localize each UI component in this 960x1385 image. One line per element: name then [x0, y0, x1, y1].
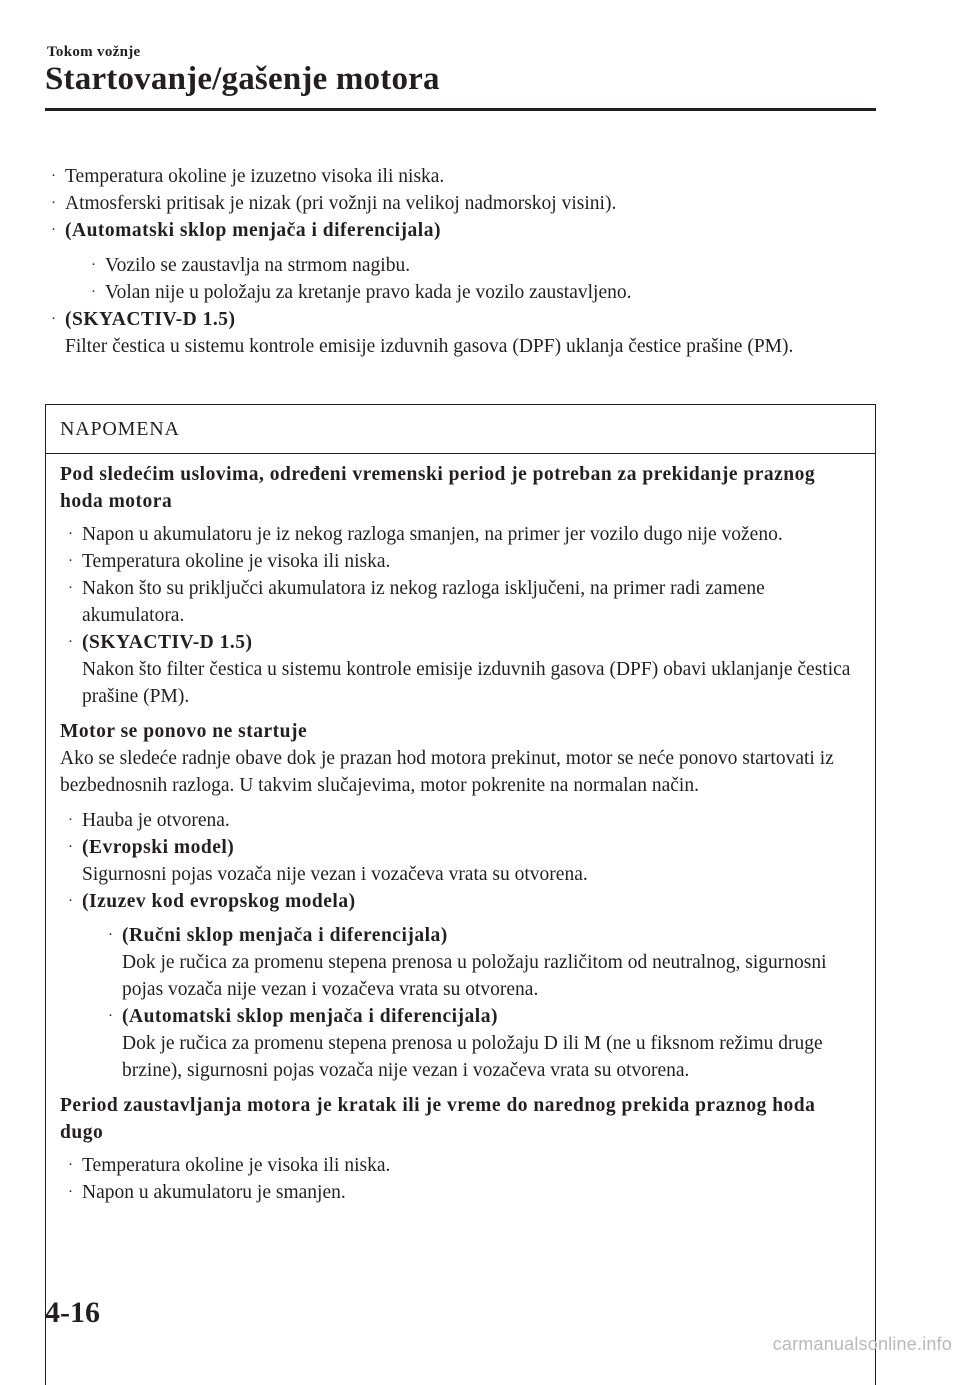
list-item — [64, 548, 861, 575]
note-group-title: Pod sledećim uslovima, određeni vremenski period je potreban za prekidanje praznog hoda motora — [60, 464, 816, 512]
note-paragraph: Ako se sledeće radnje obave dok je prazan hod motora prekinut, motor se neće ponovo startovati iz bezbednosnih razloga. U takvim slučajevima, motor pokrenite na normalan način. — [60, 748, 834, 796]
list-item — [64, 1152, 861, 1179]
bullet-icon: · — [68, 1184, 73, 1200]
list-item — [104, 922, 861, 1003]
list-item-text: Volan nije u položaju za kretanje pravo kada je vozilo zaustavljeno. — [105, 282, 632, 303]
nested-list — [82, 922, 861, 1084]
list-item-text: Dok je ručica za promenu stepena prenosa u položaju D ili M (ne u fiksnom režimu druge brzine), sigurnosni pojas vozača nije vezan i vozačeva vrata su otvorena. — [122, 1033, 823, 1081]
bullet-icon: · — [68, 1157, 73, 1173]
nested-list — [65, 252, 857, 306]
list-item-text: Napon u akumulatoru je iz nekog razloga smanjen, na primer jer vozilo dugo nije voženo. — [82, 524, 783, 545]
bullet-icon: · — [51, 222, 56, 238]
list-item — [64, 521, 861, 548]
list-item-heading: (Automatski sklop menjača i diferencijala) — [122, 1006, 498, 1027]
list-item — [47, 163, 857, 190]
bullet-icon: · — [68, 526, 73, 542]
bullet-icon: · — [68, 553, 73, 569]
list-item-heading: (Automatski sklop menjača i diferencijala) — [65, 220, 441, 241]
list-item — [64, 575, 861, 629]
list-item-text: Napon u akumulatoru je smanjen. — [82, 1182, 346, 1203]
title-divider — [45, 108, 876, 111]
list-item-heading: (SKYACTIV-D 1.5) — [82, 632, 253, 653]
list-item-heading: (SKYACTIV-D 1.5) — [65, 309, 236, 330]
note-body — [46, 454, 875, 1206]
list-item-text: Atmosferski pritisak je nizak (pri vožnji na velikoj nadmorskoj visini). — [65, 193, 617, 214]
list-item — [64, 807, 861, 834]
bullet-icon: · — [68, 839, 73, 855]
bullet-icon: · — [68, 634, 73, 650]
list-item-text: Vozilo se zaustavlja na strmom nagibu. — [105, 255, 411, 276]
note-group-title: Motor se ponovo ne startuje — [60, 721, 308, 742]
list-item — [47, 217, 857, 306]
page-title: Startovanje/gašenje motora — [45, 61, 440, 97]
section-label: Tokom vožnje — [47, 44, 141, 60]
watermark: carmanualsonline.info — [772, 1334, 952, 1354]
list-item — [64, 629, 861, 710]
list-item-text: Temperatura okoline je visoka ili niska. — [82, 551, 391, 572]
list-item — [87, 252, 857, 279]
bullet-icon: · — [91, 284, 96, 300]
list-item — [47, 190, 857, 217]
bullet-icon: · — [68, 580, 73, 596]
list-item — [64, 834, 861, 888]
list-item-text: Sigurnosni pojas vozača nije vezan i vozačeva vrata su otvorena. — [82, 864, 588, 885]
list-item-text: Temperatura okoline je izuzetno visoka ili niska. — [65, 166, 445, 187]
note-group-list — [60, 807, 861, 1084]
list-item — [104, 1003, 861, 1084]
list-item — [47, 306, 857, 360]
list-item — [64, 1179, 861, 1206]
note-group-list — [60, 521, 861, 710]
bullet-icon: · — [68, 893, 73, 909]
bullet-icon: · — [108, 927, 113, 943]
bullet-icon: · — [51, 195, 56, 211]
list-item-heading: (Evropski model) — [82, 837, 235, 858]
note-label: NAPOMENA — [46, 405, 875, 454]
top-bullet-list — [47, 163, 857, 360]
list-item-text: Nakon što filter čestica u sistemu kontrole emisije izduvnih gasova (DPF) obavi uklanjanje čestica prašine (PM). — [82, 659, 851, 707]
list-item-text: Hauba je otvorena. — [82, 810, 230, 831]
list-item-text: Temperatura okoline je visoka ili niska. — [82, 1155, 391, 1176]
list-item-heading: (Ručni sklop menjača i diferencijala) — [122, 925, 448, 946]
list-item-text: Filter čestica u sistemu kontrole emisije izduvnih gasova (DPF) uklanja čestice prašine (PM). — [65, 336, 794, 357]
note-box — [45, 404, 876, 1385]
list-item-text: Nakon što su priključci akumulatora iz nekog razloga isključeni, na primer radi zamene akumulatora. — [82, 578, 765, 626]
list-item-text: Dok je ručica za promenu stepena prenosa u položaju različitom od neutralnog, sigurnosni pojas vozača nije vezan i vozačeva vrata su otvorena. — [122, 952, 827, 1000]
note-group-list — [60, 1152, 861, 1206]
bullet-icon: · — [51, 311, 56, 327]
bullet-icon: · — [91, 257, 96, 273]
bullet-icon: · — [51, 168, 56, 184]
note-group-title: Period zaustavljanja motora je kratak ili je vreme do narednog prekida praznog hoda dugo — [60, 1095, 816, 1143]
bullet-icon: · — [68, 812, 73, 828]
bullet-icon: · — [108, 1008, 113, 1024]
list-item — [87, 279, 857, 306]
page-number: 4-16 — [45, 1296, 100, 1329]
list-item — [64, 888, 861, 1084]
list-item-heading: (Izuzev kod evropskog modela) — [82, 891, 356, 912]
